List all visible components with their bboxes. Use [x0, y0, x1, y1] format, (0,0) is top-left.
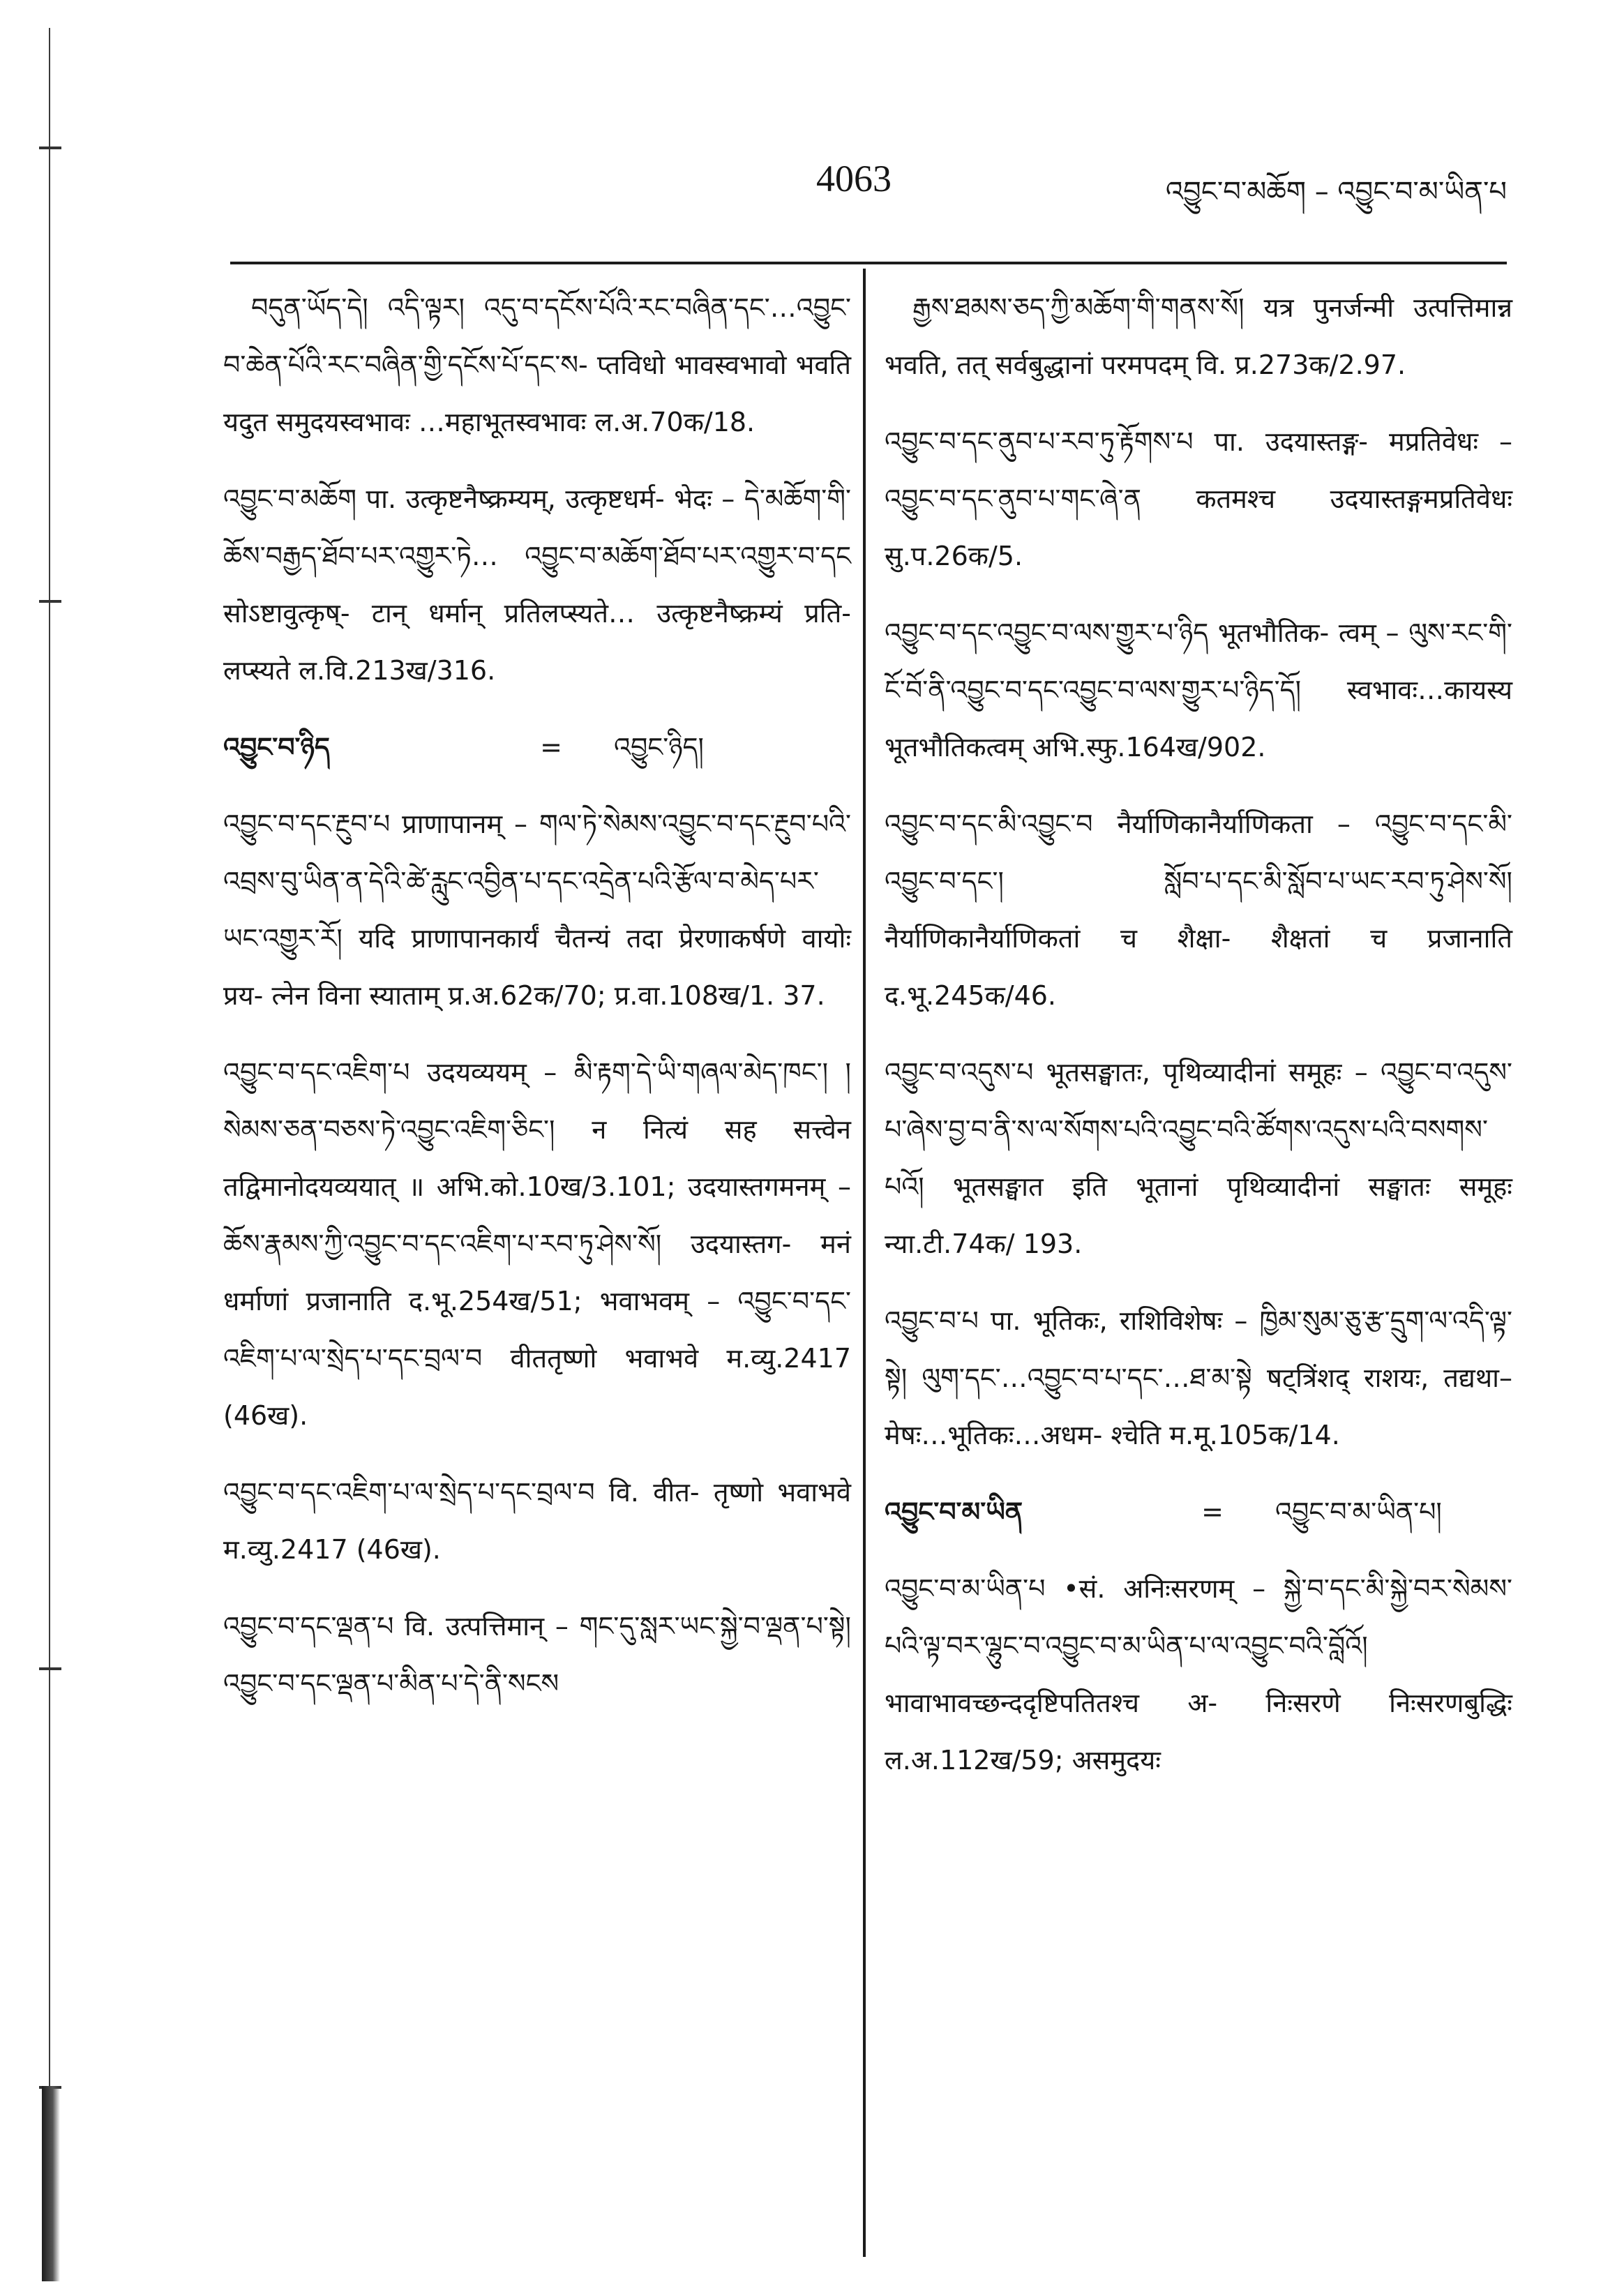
header-rule	[230, 262, 1507, 264]
cross-reference-rhs: འབྱུང་བ་མ་ཡིན་པ།	[1275, 1496, 1442, 1527]
running-head: འབྱུང་བ་མཆོག – འབྱུང་བ་མ་ཡིན་པ	[1165, 176, 1507, 208]
dictionary-entry: འབྱུང་བ་མཆོག पा. उत्कृष्टनैष्क्रम्यम्, उत्कृष्टधर्म- भेदः – དེ་མཆོག་གི་ཆོས་བརྒྱད་ཐོབ་པར་འགྱུར་ཏེ… འབྱུང་བ་མཆོག་ཐོབ་པར་འགྱུར་བ་དང सोऽष्टावुत्कृष्- टान् धर्मान् प्रतिलप्स्यते… उत्कृष्टनैष्क्रम्यं प्रति- लप्स्यते ल.वि.213ख/316.	[223, 483, 851, 686]
binding-mark	[39, 1667, 61, 1670]
dictionary-entry: བདུན་ཡོད་དེ། འདི་ལྟར། འདུ་བ་དངོས་པོའི་རང་བཞིན་དང་…འབྱུང་བ་ཆེན་པོའི་རང་བཞིན་གྱི་དངོས་པོ་དང་ས- प्तविधो भावस्वभावो भवति यदुत समुदयस्वभावः …महाभूतस्वभावः ल.अ.70क/18.	[223, 292, 851, 437]
binding-mark	[39, 600, 61, 603]
cross-reference-eq: =	[540, 732, 562, 763]
dictionary-entry: འབྱུང་བ་དང་འཇིག་པ उदयव्ययम् – མི་རྟག་དེ་ཡི་གཞལ་མེད་ཁང་། །སེམས་ཅན་བཅས་ཏེ་འབྱུང་འཇིག་ཅིང་། न नित्यं सह सत्त्वेन तद्विमानोदयव्ययात् ॥ अभि.को.10ख/3.101; उदयास्तगमनम् – ཆོས་རྣམས་ཀྱི་འབྱུང་བ་དང་འཇིག་པ་རབ་ཏུ་ཤེས་སོ། उदयास्तग- मनं धर्माणां प्रजानाति द.भू.254ख/51; भवाभवम् – འབྱུང་བ་དང་འཇིག་པ་ལ་སྲེད་པ་དང་བྲལ་བ वीततृष्णो भवाभवे म.व्यु.2417 (46ख).	[223, 1057, 851, 1431]
dictionary-entry: འབྱུང་བ་མ་ཡིན་པ •सं. अनिःसरणम् – སྐྱེ་བ་དང་མི་སྐྱེ་བར་སེམས་པའི་ལྟ་བར་ལྷུང་བ་འབྱུང་བ་མ་ཡིན་པ་ལ་འབྱུང་བའི་བློའོ། भावाभावच्छन्ददृष्टिपतितश्च अ- निःसरणे निःसरणबुद्धिः ल.अ.112ख/59; असमुदयः	[885, 1573, 1512, 1776]
dictionary-entry: རྒྱས་ཐམས་ཅད་ཀྱི་མཆོག་གི་གནས་སོ། यत्र पुनर्जन्मी उत्पत्तिमान्न भवति, तत् सर्वबुद्धानां परमपदम् वि. प्र.273क/2.97.	[885, 292, 1512, 380]
dictionary-entry: འབྱུང་བ་དང་ནུབ་པ་རབ་ཏུ་རྟོགས་པ पा. उदयास्तङ्ग- मप्रतिवेधः – འབྱུང་བ་དང་ནུབ་པ་གང་ཞེ་ན कतमश्च उदयास्तङ्गमप्रतिवेधः सु.प.26क/5.	[885, 426, 1512, 571]
cross-reference-lhs: འབྱུང་བ་མ་ཡིན	[885, 1496, 1023, 1527]
dictionary-entry: འབྱུང་བ་དང་འཇིག་པ་ལ་སྲེད་པ་དང་བྲལ་བ वि. वीत- तृष्णो भवाभवे म.व्यु.2417 (46ख).	[223, 1477, 851, 1565]
cross-reference-lhs: འབྱུང་བ་ཉིད	[223, 732, 330, 763]
binding-mark	[39, 147, 61, 149]
dictionary-entry: འབྱུང་བ་འདུས་པ भूतसङ्घातः, पृथिव्यादीनां समूहः – འབྱུང་བ་འདུས་པ་ཞེས་བྱ་བ་ནི་ས་ལ་སོགས་པའི་འབྱུང་བའི་ཚོགས་འདུས་པའི་བསགས་པའོ། भूतसङ्घात इति भूतानां पृथिव्यादीनां सङ्घातः समूहः न्या.टी.74क/ 193.	[885, 1057, 1512, 1259]
binding-shadow	[42, 2086, 60, 2281]
page-header	[230, 150, 1507, 213]
column-divider	[863, 269, 866, 2257]
dictionary-entry: འབྱུང་བ་དང་འབྱུང་བ་ལས་གྱུར་པ་ཉིད भूतभौतिक- त्वम् – ལུས་རང་གི་ངོ་བོ་ནི་འབྱུང་བ་དང་འབྱུང་བ་ལས་གྱུར་པ་ཉིད་དོ། स्वभावः…कायस्य भूतभौतिकत्वम् अभि.स्फु.164ख/902.	[885, 617, 1512, 763]
cross-reference	[223, 719, 851, 776]
dictionary-entry: འབྱུང་བ་དང་རྔུབ་པ प्राणापानम् – གལ་ཏེ་སེམས་འབྱུང་བ་དང་རྔུབ་པའི་འབྲས་བུ་ཡིན་ན་དེའི་ཚེ་རླུང་འབྱིན་པ་དང་འདྲེན་པའི་རྩོལ་བ་མེད་པར་ཡང་འགྱུར་རོ། यदि प्राणापानकार्यं चैतन्यं तदा प्रेरणाकर्षणे वायोः प्रय- त्नेन विना स्याताम् प्र.अ.62क/70; प्र.वा.108ख/1. 37.	[223, 809, 851, 1011]
left-column	[223, 279, 851, 1732]
dictionary-entry: འབྱུང་བ་དང་ལྡན་པ वि. उत्पत्तिमान् – གང་དུ་སླར་ཡང་སྐྱེ་བ་ལྡན་པ་སྟེ། འབྱུང་བ་དང་ལྡན་པ་མིན་པ་དེ་ནི་སངས	[223, 1611, 851, 1699]
cross-reference-rhs: འབྱུང་ཉིད།	[614, 732, 704, 763]
cross-reference-eq: =	[1201, 1496, 1224, 1527]
binding-edge	[49, 28, 63, 2281]
dictionary-entry: འབྱུང་བ་དང་མི་འབྱུང་བ नैर्याणिकानैर्याणिकता – འབྱུང་བ་དང་མི་འབྱུང་བ་དང་། སློབ་པ་དང་མི་སློབ་པ་ཡང་རབ་ཏུ་ཤེས་སོ། नैर्याणिकानैर्याणिकतां च शैक्षा- शैक्षतां च प्रजानाति द.भू.245क/46.	[885, 809, 1512, 1011]
dictionary-entry: འབྱུང་བ་པ पा. भूतिकः, राशिविशेषः – ཁྱིམ་སུམ་ཅུ་རྩ་དྲུག་ལ་འདི་ལྟ་སྟེ། ལུག་དང་…འབྱུང་བ་པ་དང་…ཐ་མ་སྟེ षट्त्रिंशद् राशयः, तद्यथा–मेषः…भूतिकः…अधम- श्चेति म.मू.105क/14.	[885, 1305, 1512, 1450]
right-column	[885, 279, 1512, 1808]
page-number: 4063	[816, 158, 892, 200]
cross-reference	[885, 1483, 1512, 1540]
